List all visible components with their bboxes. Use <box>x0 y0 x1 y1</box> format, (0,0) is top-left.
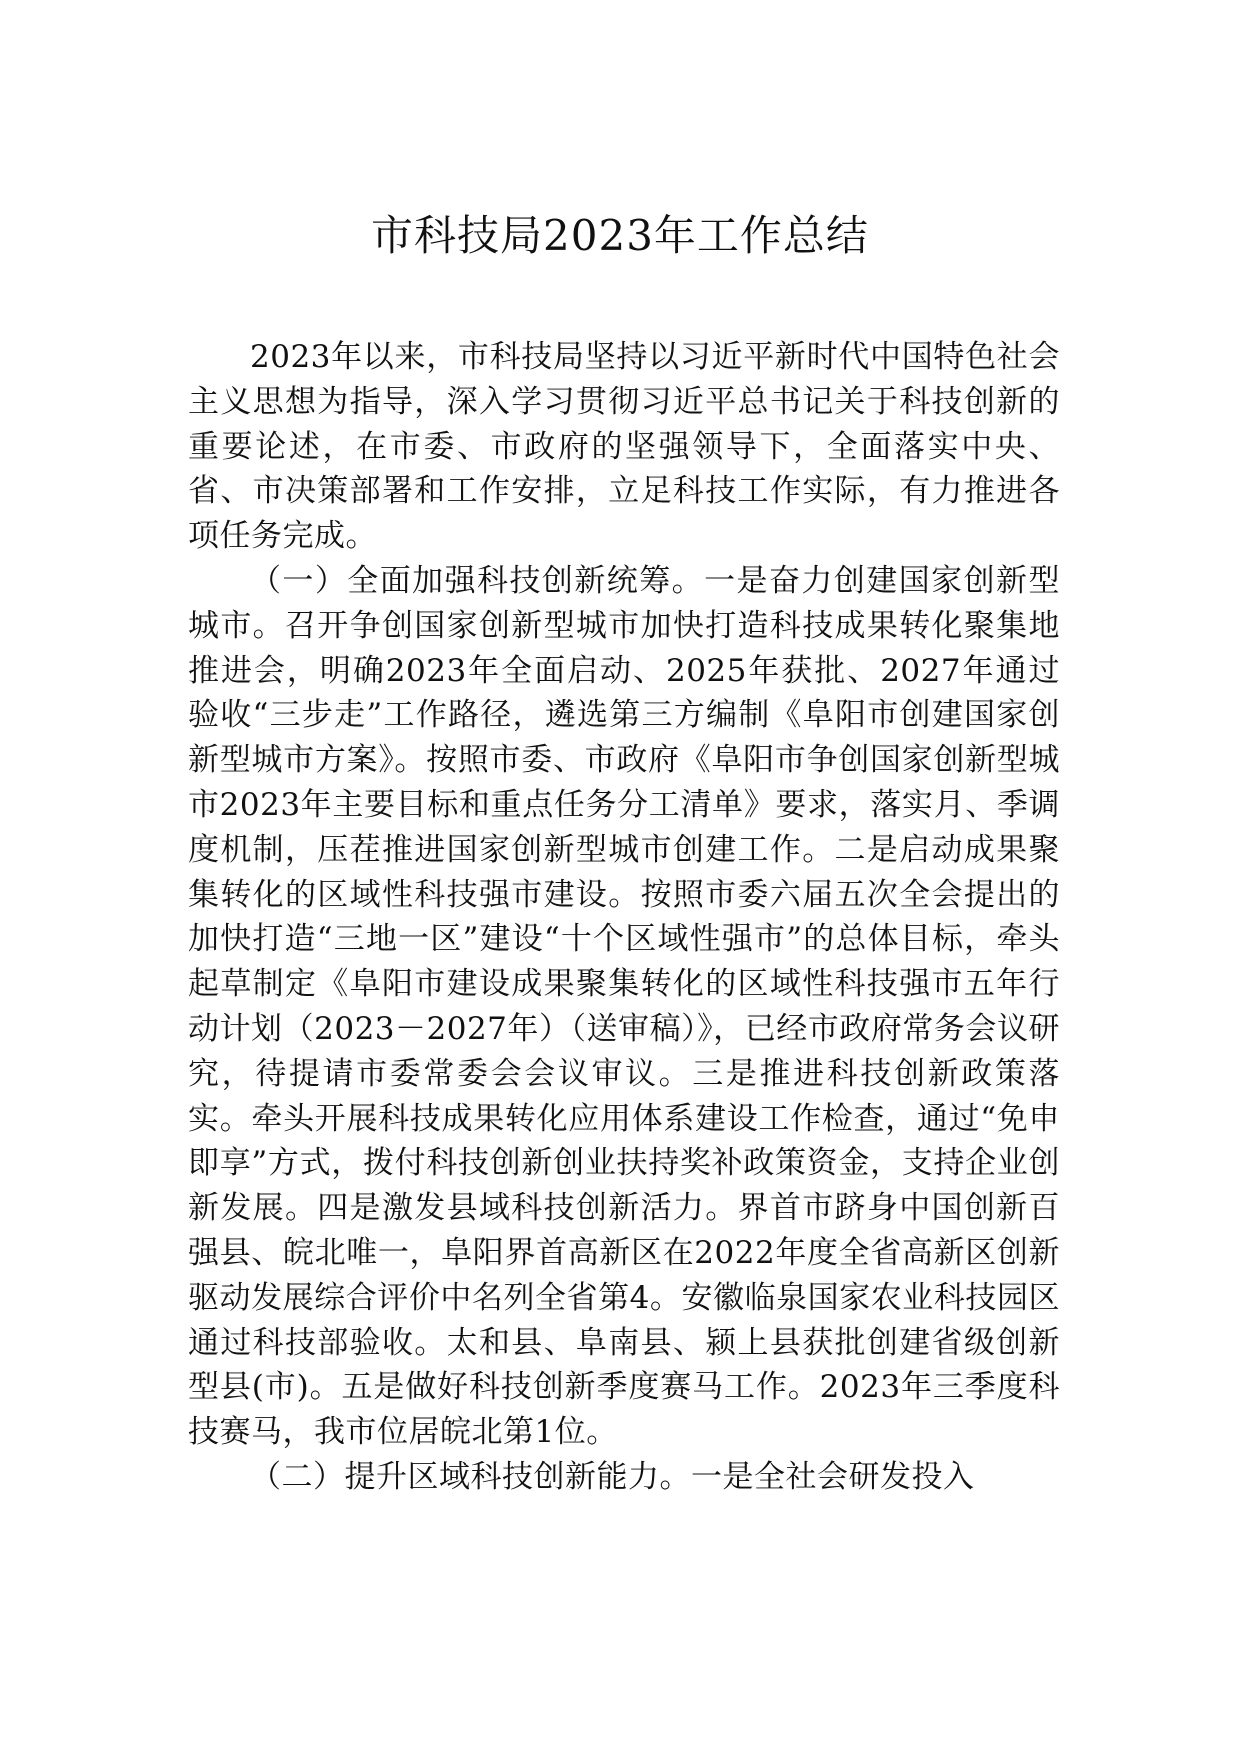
document-title: 市科技局2023年工作总结 <box>371 211 869 260</box>
document-body <box>188 335 1060 1500</box>
paragraph-section-one: （一）全面加强科技创新统筹。一是奋力创建国家创新型城市。召开争创国家创新型城市加快打造科技成果转化聚集地推进会，明确2023年全面启动、2025年获批、2027年通过验收“三步走”工作路径，遴选第三方编制《阜阳市创建国家创新型城市方案》。按照市委、市政府《阜阳市争创国家创新型城市2023年主要目标和重点任务分工清单》要求，落实月、季调度机制，压茬推进国家创新型城市创建工作。二是启动成果聚集转化的区域性科技强市建设。按照市委六届五次全会提出的加快打造“三地一区”建设“十个区域性强市”的总体目标，牵头起草制定《阜阳市建设成果聚集转化的区域性科技强市五年行动计划（2023－2027年）（送审稿）》，已经市政府常务会议研究，待提请市委常委会会议审议。三是推进科技创新政策落实。牵头开展科技成果转化应用体系建设工作检查，通过“免申即享”方式，拨付科技创新创业扶持奖补政策资金，支持企业创新发展。四是激发县域科技创新活力。界首市跻身中国创新百强县、皖北唯一，阜阳界首高新区在2022年度全省高新区创新驱动发展综合评价中名列全省第4。安徽临泉国家农业科技园区通过科技部验收。太和县、阜南县、颍上县获批创建省级创新型县(市)。五是做好科技创新季度赛马工作。2023年三季度科技赛马，我市位居皖北第1位。 <box>188 562 1060 1451</box>
paragraph-section-two: （二）提升区域科技创新能力。一是全社会研发投入 <box>250 1458 975 1495</box>
paragraph-intro: 2023年以来，市科技局坚持以习近平新时代中国特色社会主义思想为指导，深入学习贯彻习近平总书记关于科技创新的重要论述，在市委、市政府的坚强领导下，全面落实中央、省、市决策部署和工作安排，立足科技工作实际，有力推进各项任务完成。 <box>188 339 1060 555</box>
